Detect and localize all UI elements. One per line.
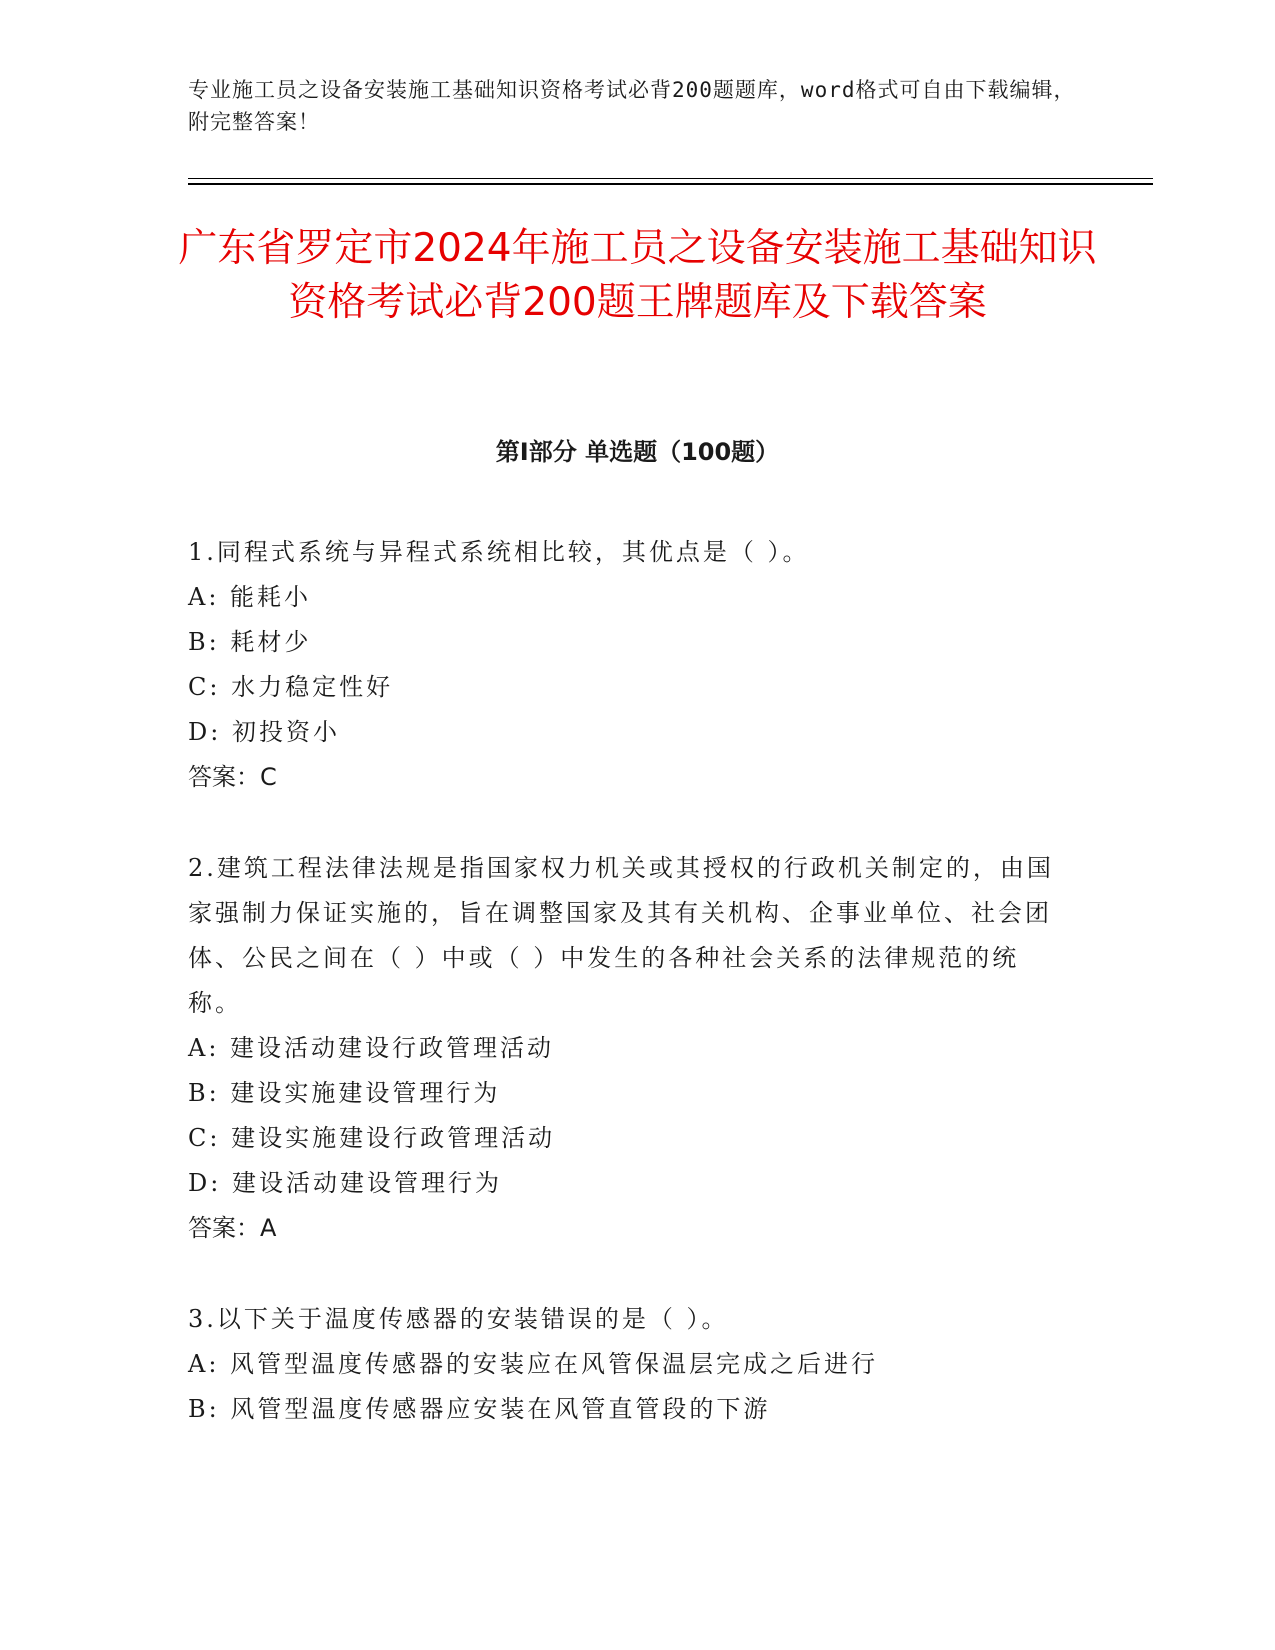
option-d: D: 建设活动建设管理行为 bbox=[188, 1169, 502, 1197]
option-d: D: 初投资小 bbox=[188, 718, 340, 746]
question-2 bbox=[188, 846, 1068, 1251]
header-divider-thin bbox=[188, 178, 1153, 179]
option-c: C: 水力稳定性好 bbox=[188, 673, 394, 701]
document-title: 广东省罗定市2024年施工员之设备安装施工基础知识资格考试必背200题王牌题库及下载答案 bbox=[178, 226, 1097, 325]
option-a: A: 风管型温度传感器的安装应在风管保温层完成之后进行 bbox=[188, 1350, 879, 1378]
option-a: A: 建设活动建设行政管理活动 bbox=[188, 1034, 555, 1062]
question-stem: 1.同程式系统与异程式系统相比较，其优点是（ ）。 bbox=[188, 538, 810, 566]
question-stem: 3.以下关于温度传感器的安装错误的是（ ）。 bbox=[188, 1305, 729, 1333]
option-b: B: 耗材少 bbox=[188, 628, 312, 656]
header-note: 专业施工员之设备安装施工基础知识资格考试必背200题题库，word格式可自由下载编辑，附完整答案！ bbox=[188, 78, 1076, 134]
answer: 答案：C bbox=[188, 763, 277, 791]
answer: 答案：A bbox=[188, 1214, 277, 1242]
question-list bbox=[188, 530, 1068, 1478]
header-divider-thick bbox=[188, 183, 1153, 185]
option-c: C: 建设实施建设行政管理活动 bbox=[188, 1124, 556, 1152]
option-a: A: 能耗小 bbox=[188, 583, 312, 611]
question-stem: 2.建筑工程法律法规是指国家权力机关或其授权的行政机关制定的，由国家强制力保证实施的，旨在调整国家及其有关机构、企事业单位、社会团体、公民之间在（ ）中或（ ）中发生的各种社会关系的法律规范的统称。 bbox=[188, 854, 1054, 1017]
section-heading: 第Ⅰ部分 单选题（100题） bbox=[495, 438, 780, 466]
question-1 bbox=[188, 530, 1068, 800]
option-b: B: 风管型温度传感器应安装在风管直管段的下游 bbox=[188, 1395, 771, 1423]
option-b: B: 建设实施建设管理行为 bbox=[188, 1079, 501, 1107]
question-3 bbox=[188, 1297, 1068, 1432]
